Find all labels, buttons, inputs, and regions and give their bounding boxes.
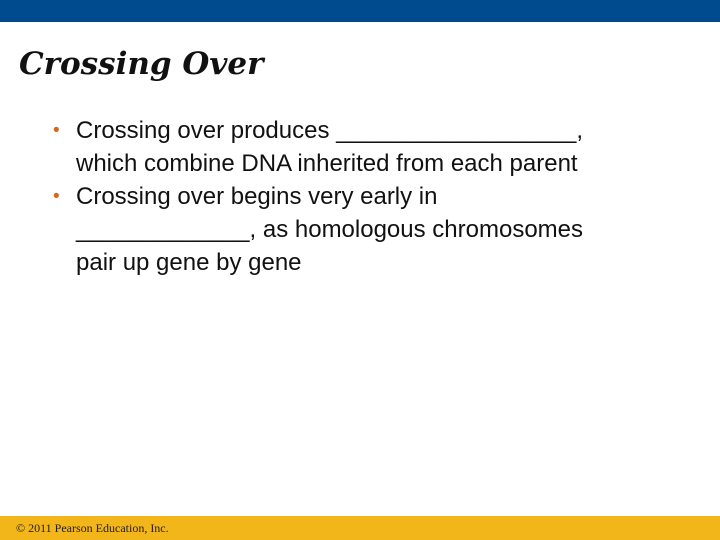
bullet-line: Crossing over produces __________________,: [76, 117, 584, 144]
bullet-item: [50, 114, 690, 180]
bullet-item: [50, 180, 690, 279]
bullet-line: _____________, as homologous chromosomes: [76, 216, 584, 243]
bullet-line: Crossing over begins very early in: [76, 183, 438, 210]
footer-bar: [0, 516, 720, 540]
bullet-dot-icon: •: [53, 186, 60, 207]
bullet-line: which combine DNA inherited from each parent: [76, 150, 578, 177]
copyright-notice: © 2011 Pearson Education, Inc.: [16, 521, 169, 535]
bullet-line: pair up gene by gene: [76, 249, 302, 276]
slide-title: Crossing Over: [19, 46, 264, 82]
top-banner: [0, 0, 720, 22]
bullet-dot-icon: •: [53, 120, 60, 141]
bullet-list: [50, 114, 690, 279]
